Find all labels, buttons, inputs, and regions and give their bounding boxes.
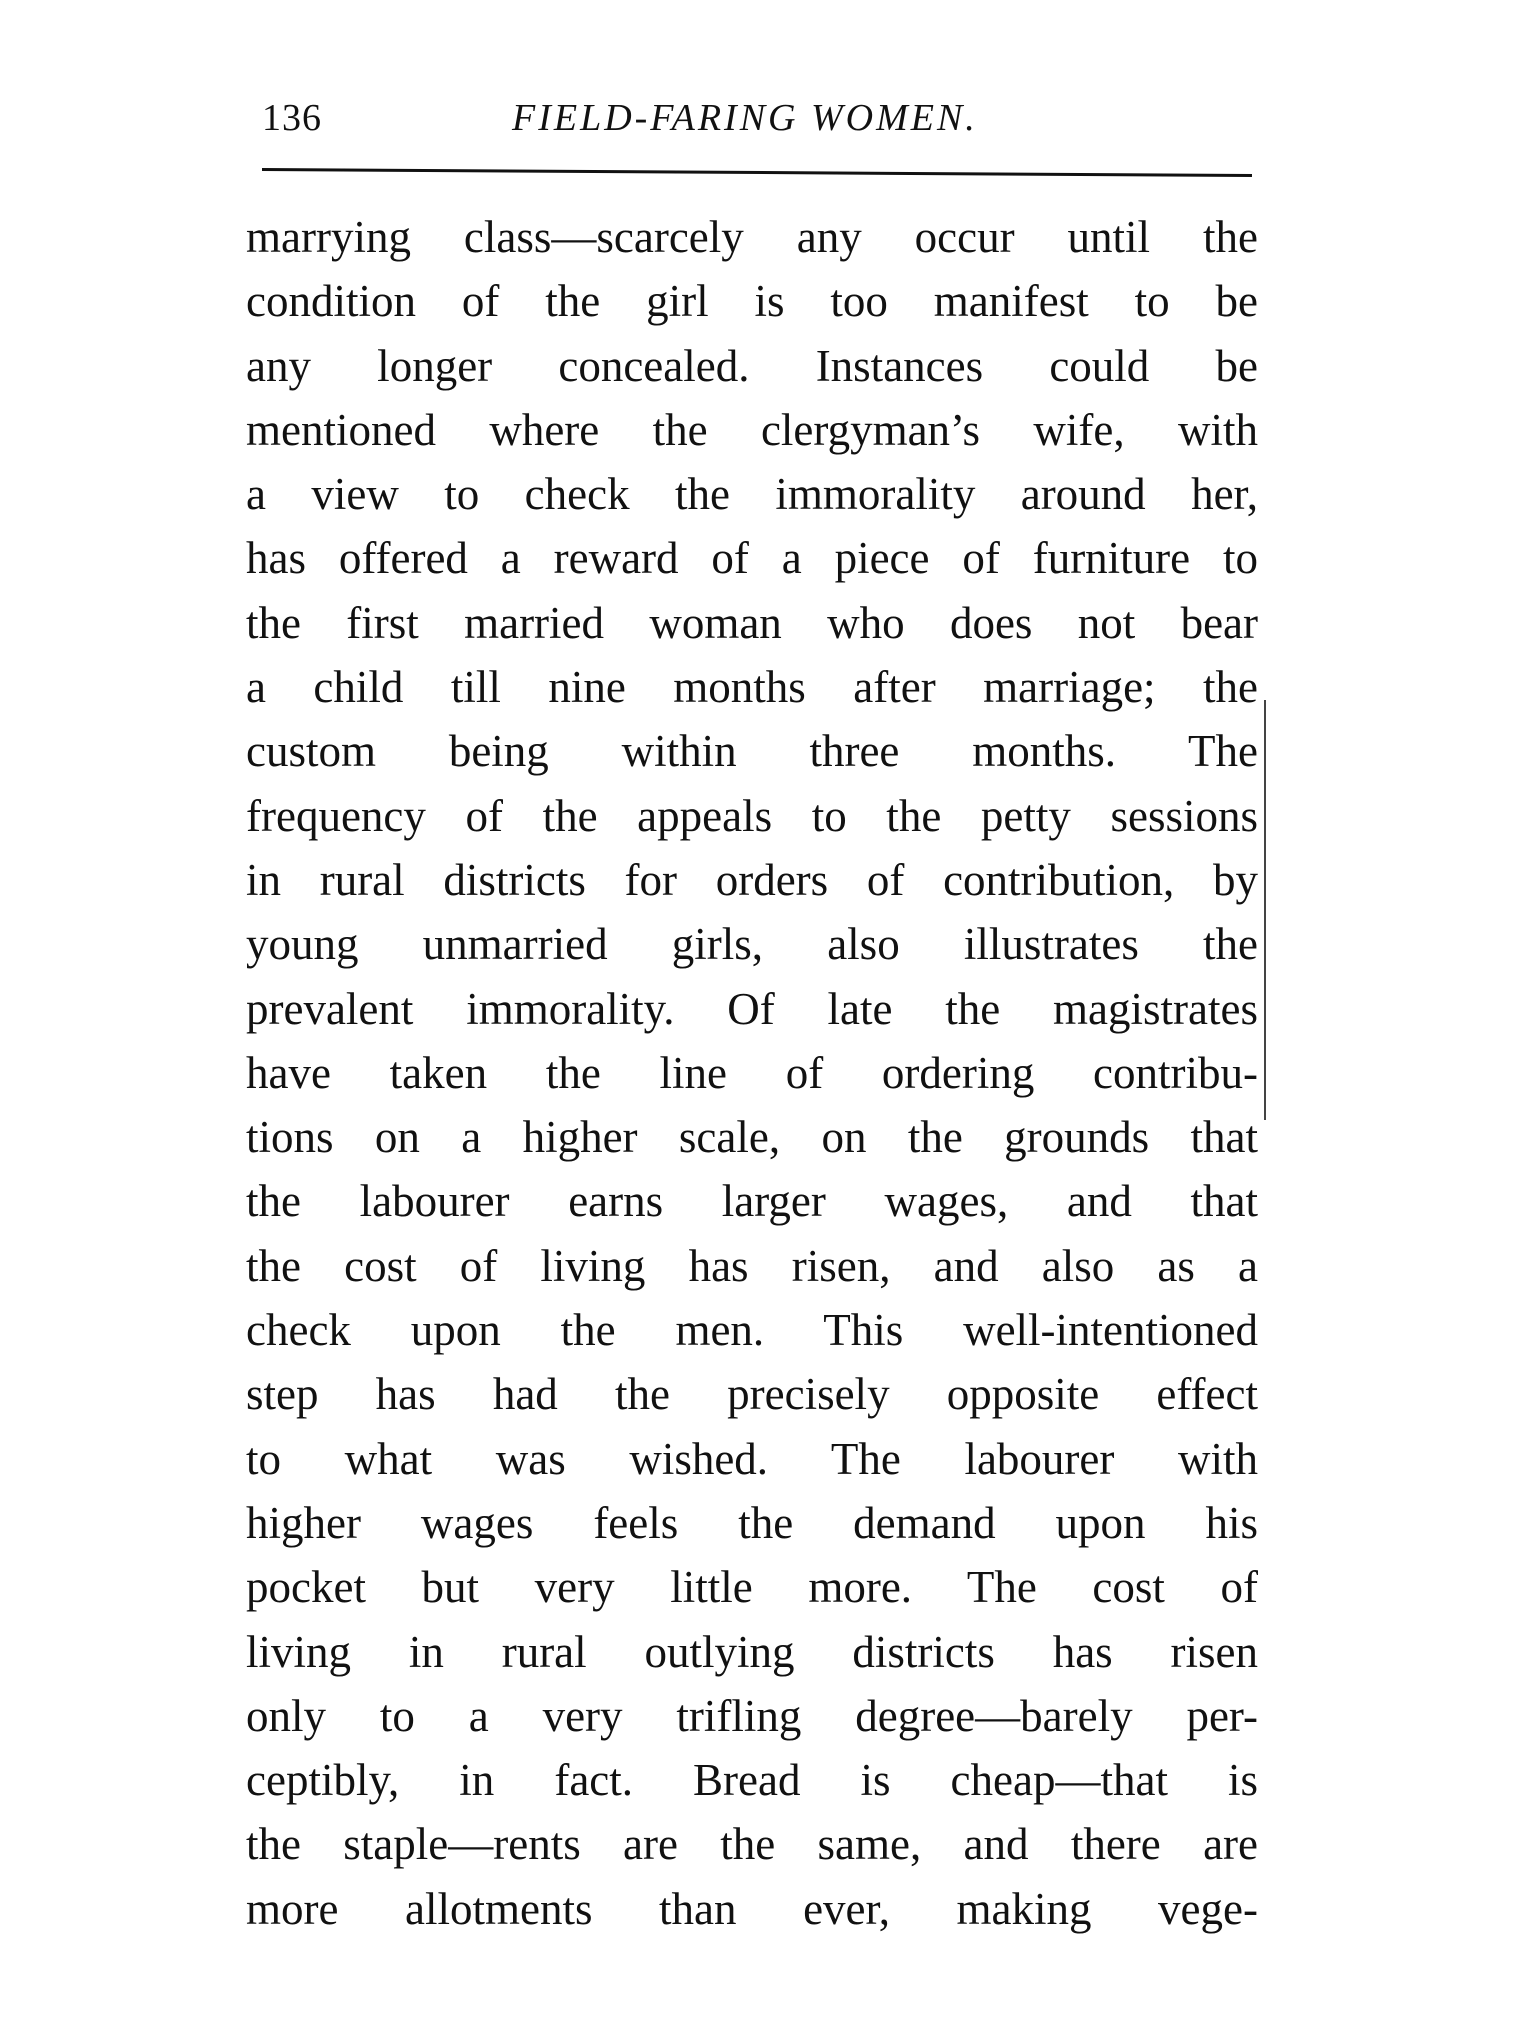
text-line: custom being within three months. The <box>246 726 1258 777</box>
text-line: frequency of the appeals to the petty sessions <box>246 790 1258 841</box>
text-line: the cost of living has risen, and also as a <box>246 1240 1258 1291</box>
text-line: a child till nine months after marriage; the <box>246 662 1258 713</box>
header-rule <box>262 168 1252 177</box>
text-line: to what was wished. The labourer with <box>246 1433 1258 1484</box>
text-line: in rural districts for orders of contribution, by <box>246 854 1258 905</box>
text-line: higher wages feels the demand upon his <box>246 1497 1258 1548</box>
body-text <box>246 205 1258 1941</box>
text-line: check upon the men. This well-intentioned <box>246 1305 1258 1356</box>
text-line: marrying class—scarcely any occur until the <box>246 212 1258 262</box>
running-title: FIELD-FARING WOMEN. <box>512 97 978 139</box>
text-line: a view to check the immorality around her, <box>246 469 1258 520</box>
text-line: ceptibly, in fact. Bread is cheap—that is <box>246 1755 1258 1806</box>
text-line: mentioned where the clergyman’s wife, with <box>246 404 1258 455</box>
text-line: the first married woman who does not bear <box>246 597 1258 648</box>
text-line: pocket but very little more. The cost of <box>246 1562 1258 1613</box>
page-number: 136 <box>262 97 322 139</box>
text-line: only to a very trifling degree—barely per- <box>246 1690 1258 1741</box>
text-line: has offered a reward of a piece of furniture to <box>246 533 1258 584</box>
text-line: condition of the girl is too manifest to be <box>246 276 1258 327</box>
text-line: the staple—rents are the same, and there are <box>246 1819 1258 1870</box>
text-line: the labourer earns larger wages, and that <box>246 1176 1258 1227</box>
text-line: young unmarried girls, also illustrates the <box>246 919 1258 970</box>
text-line: prevalent immorality. Of late the magistrates <box>246 983 1258 1034</box>
text-line: tions on a higher scale, on the grounds that <box>246 1112 1258 1163</box>
page-header <box>262 96 1252 156</box>
margin-line <box>1264 700 1266 1120</box>
text-line: step has had the precisely opposite effect <box>246 1369 1258 1420</box>
text-line: have taken the line of ordering contribu- <box>246 1047 1258 1098</box>
text-line: more allotments than ever, making vege- <box>246 1883 1258 1934</box>
text-line: any longer concealed. Instances could be <box>246 340 1258 391</box>
text-line: living in rural outlying districts has risen <box>246 1626 1258 1677</box>
